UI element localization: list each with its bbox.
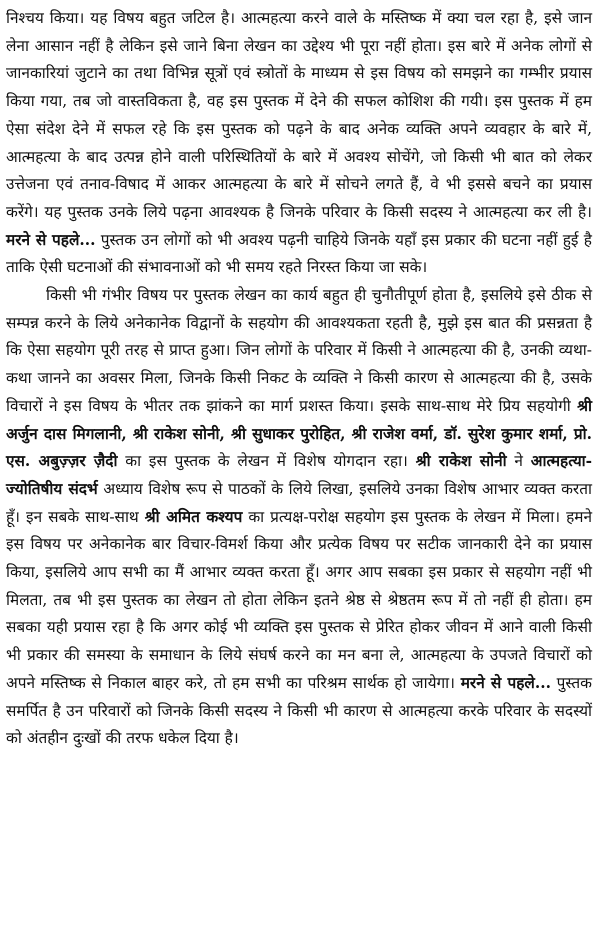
- chapter-title-emphasis: आत्महत्या-ज्योतिषीय संदर्भ: [6, 452, 592, 498]
- paragraph-2-text-c: ने: [506, 452, 531, 471]
- helper-name-emphasis: श्री अमित कश्यप: [144, 507, 243, 526]
- paragraph-2-text-e: का प्रत्यक्ष-परोक्ष सहयोग इस पुस्तक के लेखन में मिला। हमने इस विषय पर अनेकानेक बार विचार-विमर्श किया और प्रत्येक विषय पर सटीक जानकारी देने का प्रयास किया, इसलिये आप सभी का मैं आभार व्यक्त करता हूँ। अगर आप सबका इस प्रकार से सहयोग नहीं भी मिलता, तब भी इस पुस्तक का लेखन तो होता लेकिन इतने श्रेष्ठ से श्रेष्ठतम रूप में तो नहीं ही होता। हम सबका यही प्रयास रहा है कि अगर कोई भी व्यक्ति इस पुस्तक से प्रेरित होकर जीवन में आने वाली किसी भी प्रकार की समस्या के समाधान के लिये संघर्ष करने का मन बना ले, आत्महत्या के उपजते विचारों को अपने मस्तिष्क से निकाल बाहर करे, तो हम सभी का परिश्रम सार्थक हो जायेगा।: [6, 507, 592, 692]
- paragraph-2: [6, 282, 592, 753]
- paragraph-2-text-d: अध्याय विशेष रूप से पाठकों के लिये लिखा, इसलिये उनका विशेष आभार व्यक्त करता हूँ। इन सबके साथ-साथ: [6, 479, 592, 526]
- paragraph-2-text-b: का इस पुस्तक के लेखन में विशेष योगदान रहा।: [117, 452, 416, 471]
- book-title-emphasis: मरने से पहले...: [6, 230, 96, 249]
- paragraph-1-text: निश्चय किया। यह विषय बहुत जटिल है। आत्महत्या करने वाले के मस्तिष्क में क्या चल रहा है, इसे जान लेना आसान नहीं है लेकिन इसे जाने बिना लेखन का उद्देश्य भी पूरा नहीं होता। इस बारे में अनेक लोगों से जानकारियां जुटाने का तथा विभिन्न सूत्रों एवं स्त्रोतों के माध्यम से इस विषय को समझने का गम्भीर प्रयास किया गया, तब जो वास्तविकता है, वह इस पुस्तक में देने की सफल कोशिश की गयी। इस पुस्तक में हम ऐसा संदेश देने में सफल रहे कि इस पुस्तक को पढ़ने के बाद अनेक व्यक्ति अपने व्यवहार के बारे में, आत्महत्या के बाद उत्पन्न होने वाली परिस्थितियों के बारे में अवश्य सोचेंगे, जो किसी भी बात को लेकर उत्तेजना एवं तनाव-विषाद में आकर आत्महत्या के बारे में सोचने लगते हैं, वे भी इससे बचने का प्रयास करेंगे। यह पुस्तक उनके लिये पढ़ना आवश्यक है जिनके परिवार के किसी सदस्य ने आत्महत्या कर ली है।: [6, 9, 592, 221]
- contributor-name-emphasis: श्री राकेश सोनी: [415, 452, 507, 471]
- book-title-emphasis-2: मरने से पहले...: [460, 673, 551, 692]
- paragraph-2-text-f: पुस्तक समर्पित है उन परिवारों को जिनके किसी सदस्य ने किसी भी कारण से आत्महत्या करके परिवार के सदस्यों को अंतहीन दुःखों की तरफ धकेल दिया है।: [6, 673, 592, 748]
- contributors-emphasis: श्री अर्जुन दास मिगलानी, श्री राकेश सोनी, श्री सुधाकर पुरोहित, श्री राजेश वर्मा, डॉ. सुरेश कुमार शर्मा, प्रो. एस. अबुज़्ज़र ज़ैदी: [6, 396, 592, 471]
- paragraph-2-text-a: किसी भी गंभीर विषय पर पुस्तक लेखन का कार्य बहुत ही चुनौतीपूर्ण होता है, इसलिये इसे ठीक से सम्पन्न करने के लिये अनेकानेक विद्वानों के सहयोग की आवश्यकता रहती है, मुझे इस बात की प्रसन्नता है कि ऐसा सहयोग पूरी तरह से प्राप्त हुआ। जिन लोगों के परिवार में किसी ने आत्महत्या की है, उनकी व्यथा-कथा जानने का अवसर मिला, जिनके किसी निकट के व्यक्ति ने किसी कारण से आत्महत्या की है, उसके विचारों ने इस विषय के भीतर तक झांकने का मार्ग प्रशस्त किया। इसके साथ-साथ मेरे प्रिय सहयोगी: [6, 286, 592, 415]
- paragraph-1: [6, 5, 592, 282]
- paragraph-1-text-end: पुस्तक उन लोगों को भी अवश्य पढ़नी चाहिये जिनके यहाँ इस प्रकार की घटना नहीं हुई है ताकि ऐसी घटनाओं की संभावनाओं को भी समय रहते निरस्त किया जा सके।: [6, 230, 592, 277]
